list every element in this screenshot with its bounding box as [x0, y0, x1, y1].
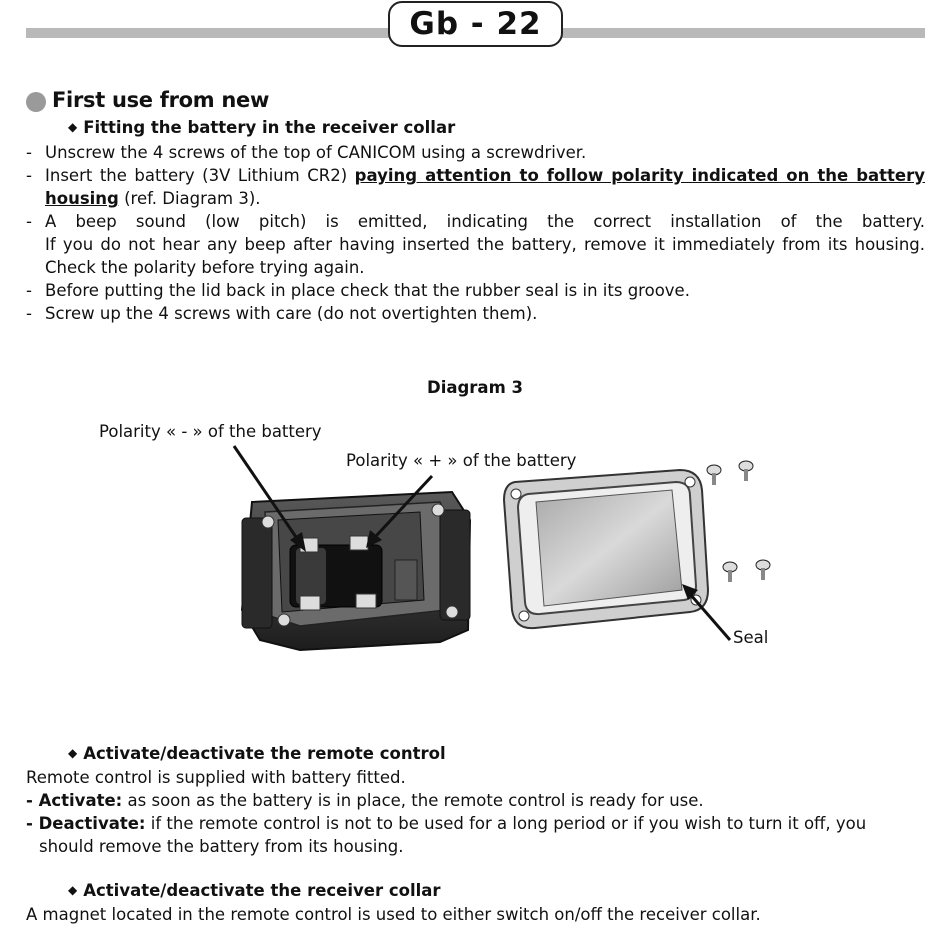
remote-heading: ◆ Activate/deactivate the remote control [68, 744, 446, 763]
step-unscrew: Unscrew the 4 screws of the top of CANICOM using a screwdriver. [45, 143, 587, 162]
receiver-lid [504, 470, 708, 628]
step-insert-line1: Insert the battery (3V Lithium CR2) paying attention to follow polarity indicated on the battery [45, 166, 925, 185]
step-screw-up: Screw up the 4 screws with care (do not overtighten them). [45, 304, 538, 323]
receiver-text: A magnet located in the remote control is used to either switch on/off the receiver collar. [26, 905, 761, 924]
step-beep-line2: If you do not hear any beep after having inserted the battery, remove it immediately from its housing. [45, 235, 925, 254]
label-polarity-minus: Polarity « - » of the battery [99, 422, 322, 441]
remote-intro: Remote control is supplied with battery fitted. [26, 768, 406, 787]
section-title: First use from new [52, 88, 270, 112]
remote-deactivate-cont: should remove the battery from its housing. [39, 837, 404, 856]
page-number-badge: Gb - 22 [388, 1, 563, 47]
step-beep-line1: A beep sound (low pitch) is emitted, indicating the correct installation of the battery. [45, 212, 925, 231]
remote-activate: - Activate: as soon as the battery is in place, the remote control is ready for use. [26, 791, 704, 810]
diamond-bullet-icon: ◆ [68, 746, 78, 760]
remote-deactivate: - Deactivate: if the remote control is not to be used for a long period or if you wish to turn it off, you [26, 814, 867, 833]
label-seal: Seal [733, 628, 769, 647]
screw-icons [707, 461, 770, 582]
receiver-heading: ◆ Activate/deactivate the receiver collar [68, 881, 441, 900]
step-beep-line3: Check the polarity before trying again. [45, 258, 365, 277]
diamond-bullet-icon: ◆ [68, 120, 78, 134]
receiver-housing [242, 492, 470, 650]
step-insert-line2: housing (ref. Diagram 3). [45, 189, 261, 208]
step-seal-check: Before putting the lid back in place check that the rubber seal is in its groove. [45, 281, 690, 300]
diagram-title: Diagram 3 [427, 378, 523, 397]
fitting-heading: ◆ Fitting the battery in the receiver collar [68, 118, 456, 137]
diamond-bullet-icon: ◆ [68, 883, 78, 897]
label-polarity-plus: Polarity « + » of the battery [346, 451, 577, 470]
